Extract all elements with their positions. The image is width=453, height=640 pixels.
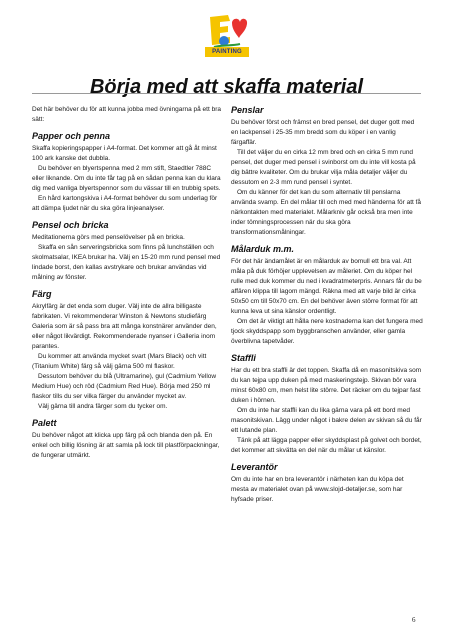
left-column bbox=[32, 105, 224, 461]
paragraph: Skaffa kopieringspapper i A4-format. Det kommer att gå åt minst 100 ark kanske det dubbla. bbox=[32, 145, 217, 162]
section-heading-pensel: Pensel och bricka bbox=[32, 220, 109, 230]
paragraph: Du behöver en blyertspenna med 2 mm stift, Staedtler 788C eller liknande. Om du inte får tag på en sådan penna kan du klara dig med vanliga blyertspennor som du vässar till en trubbig spets. bbox=[32, 165, 221, 192]
paragraph: Om du känner för det kan du som alternativ till penslarna använda svamp. En del målar till och med med händerna för att få närkontakten med materialet. Målarkniv går också bra men inte inder tömningsprocessen när du ska göra transformationsmålningar. bbox=[231, 189, 422, 236]
right-column bbox=[231, 105, 423, 505]
paragraph: För det här ändamålet är en målarduk av bomull ett bra val. Att måla på duk förhöjer upplevelsen av måleriet. Om du köper hel rulle med duk kommer du ned i kvadratmeterpris. Annars får du be affären klippa till lagom mängd. Räkna med att varje bild är cirka 50x50 cm till 50x70 cm. En del behöver även större format för att kunna leva ut sina känslor ordentligt. bbox=[231, 258, 422, 315]
paragraph: Dessutom behöver du blå (Ultramarine), gul (Cadmium Yellow Medium Hue) och röd (Cadmium Red Hue). Börja med 250 ml flaskor tills du ser vilka färger du använder mycket av. bbox=[32, 373, 217, 400]
paragraph: Har du ett bra staffli är det toppen. Skaffa då en masonitskiva som du kan tejpa upp duken på med maskeringstejp. Skivan bör vara minst 60x80 cm, men helst lite större. Det räcker om du tejpar fast duken i hörnen. bbox=[231, 367, 422, 404]
paragraph: Om du inte har staffli kan du lika gärna vara på ett bord med masonitskivan. Lägg under något i bakre delen av skivan så du får ett lutande plan. bbox=[231, 407, 422, 434]
paragraph: Om du inte har en bra leverantör i närheten kan du köpa det mesta av materialet ovan på www.slojd-detaljer.se, som har hyfsade priser. bbox=[231, 476, 404, 503]
section-heading-staffli: Staffli bbox=[231, 353, 256, 363]
page-number: 6 bbox=[412, 616, 416, 624]
logo-wordmark: PAINTING bbox=[205, 47, 249, 57]
section-heading-leverantor: Leverantör bbox=[231, 462, 278, 472]
paragraph: En hård kartongskiva i A4-format behöver du som underlag för att dämpa ljudet när du ska göra linjeanalyser. bbox=[32, 195, 218, 212]
section-heading-farg: Färg bbox=[32, 289, 52, 299]
paragraph: Du behöver först och främst en bred pensel, det duger gott med en lackpensel i 25-35 mm bredd som du köper i en vanlig färgaffär. bbox=[231, 119, 415, 146]
section-heading-papper: Papper och penna bbox=[32, 131, 111, 141]
paragraph: Välj gärna till andra färger som du tycker om. bbox=[38, 403, 168, 410]
page-title: Börja med att skaffa material bbox=[89, 76, 364, 99]
section-heading-palett: Palett bbox=[32, 418, 57, 428]
paragraph: Till det väljer du en cirka 12 mm bred och en cirka 5 mm rund pensel, det duger med pensel i svinborst om du inte vill kosta på dig bättre kvaliteter. Om du brukar vilja måla detaljer väljer du dessutom en 2-3 mm rund pensel i syntet. bbox=[231, 149, 416, 186]
paragraph: Tänk på att lägga papper eller skyddsplast på golvet och bordet, det kommer att skvätta en del när du målar ut känslor. bbox=[231, 437, 422, 454]
paragraph: Du behöver något att klicka upp färg på och blanda den på. En enkel och billig lösning är att samla på lock till plastförpackningar, de fungerar utmärkt. bbox=[32, 432, 220, 459]
paragraph: Meditationerna görs med penselövelser på en bricka. bbox=[32, 234, 185, 241]
paragraph: Akrylfärg är det enda som duger. Välj inte de allra billigaste fabrikaten. Vi rekommenderar Winston & Newtons studiefärg Galeria som är så pass bra att många konstnärer använder den, eller något likvärdigt. Rekommenderade nyanser i Galleria inom parantes. bbox=[32, 303, 217, 350]
section-heading-malarduk: Målarduk m.m. bbox=[231, 244, 295, 254]
paragraph: Du kommer att använda mycket svart (Mars Black) och vitt (Titanium White) färg så välj gärna 500 ml flaskor. bbox=[32, 353, 207, 370]
section-heading-penslar: Penslar bbox=[231, 105, 264, 115]
title-divider bbox=[32, 93, 421, 94]
intro-text: Det här behöver du för att kunna jobba med övningarna på ett bra sätt: bbox=[32, 106, 221, 123]
paragraph: Skaffa en sån serveringsbricka som finns på lunchställen och skolmatsalar, IKEA brukar ha. Välj en 15-20 mm rund pensel med lindade borst, den kallas avstrykare och brukar användas vid målning av fönster. bbox=[32, 244, 221, 281]
paragraph: Om det är viktigt att hålla nere kostnaderna kan det fungera med tjock skyddspapp som byggbranschen använder, eller gamla överblivna tapetvåder. bbox=[231, 318, 423, 345]
